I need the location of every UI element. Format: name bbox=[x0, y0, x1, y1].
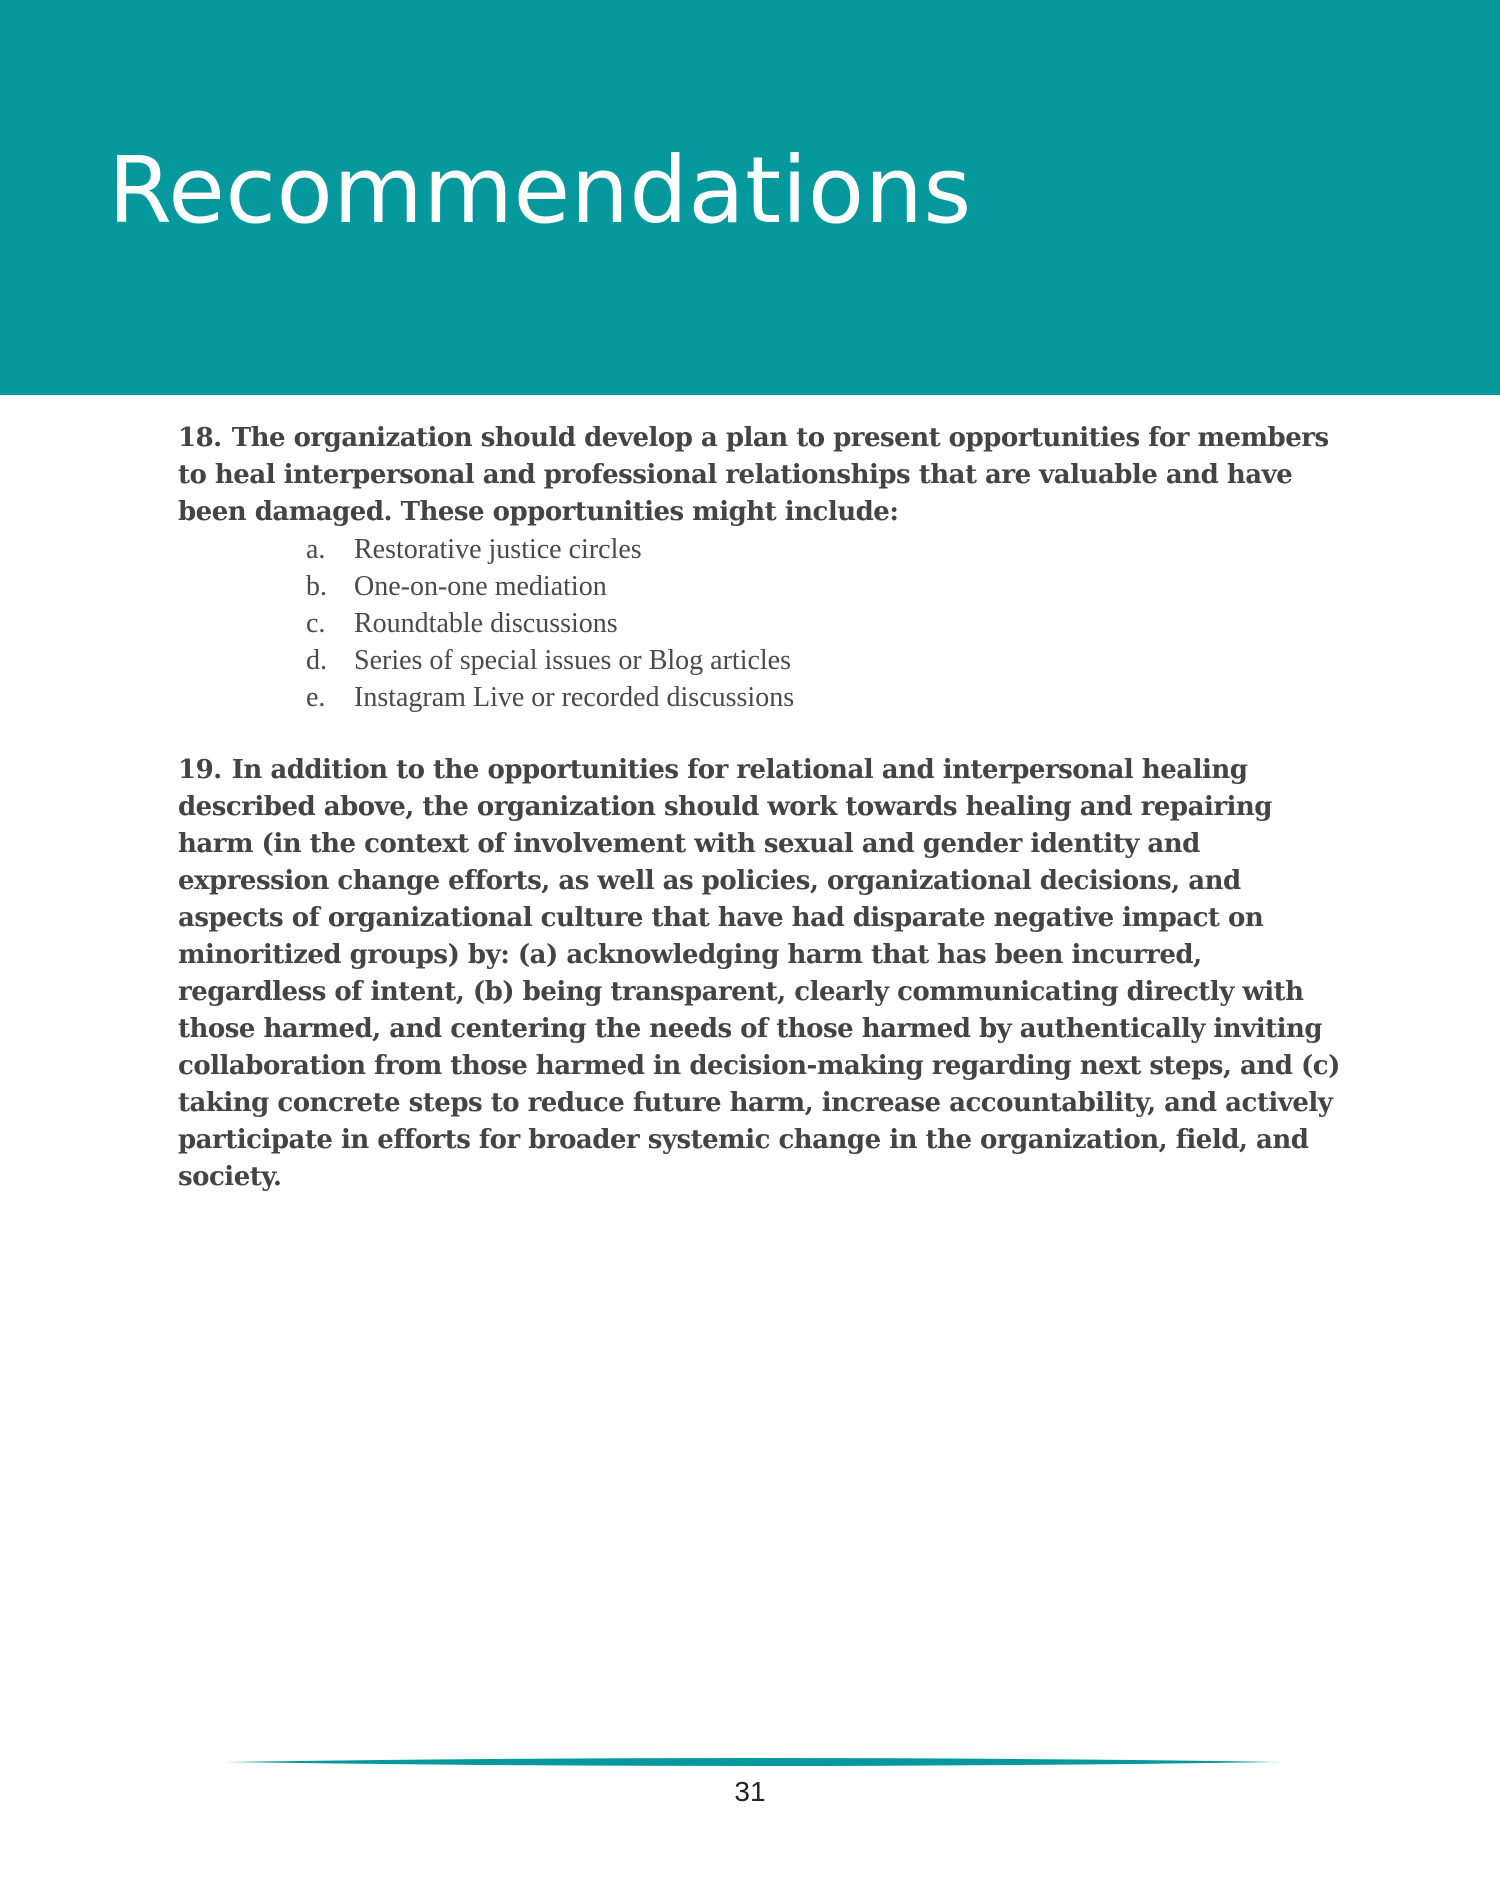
list-item-text: Roundtable discussions bbox=[354, 608, 618, 639]
list-item-text: One-on-one mediation bbox=[354, 571, 607, 602]
recommendation-number: 19. bbox=[178, 755, 222, 785]
list-marker: a. bbox=[306, 534, 326, 565]
list-item-text: Restorative justice circles bbox=[354, 534, 642, 565]
list-item bbox=[306, 568, 1348, 605]
list-item bbox=[306, 531, 1348, 568]
opportunities-list bbox=[178, 531, 1348, 716]
footer-divider bbox=[226, 1755, 1282, 1769]
recommendation-text: In addition to the opportunities for relational and interpersonal healing described above, the organization should work towards healing and repairing harm (in the context of involvement with sexual and gender identity and expression change efforts, as well as policies, organizational decisions, and aspects of organizational culture that have had disparate negative impact on minoritized groups) by: (a) acknowledging harm that has been incurred, regardless of intent, (b) being transparent, clearly communicating directly with those harmed, and centering the needs of those harmed by authentically inviting collaboration from those harmed in decision-making regarding next steps, and (c) taking concrete steps to reduce future harm, increase accountability, and actively participate in efforts for broader systemic change in the organization, field, and society. bbox=[178, 755, 1340, 1192]
list-item-text: Series of special issues or Blog articles bbox=[354, 645, 792, 676]
recommendation-19 bbox=[178, 752, 1348, 1196]
page-title: Recommendations bbox=[108, 137, 972, 244]
recommendation-18 bbox=[178, 420, 1348, 531]
list-item-text: Instagram Live or recorded discussions bbox=[354, 682, 795, 713]
list-marker: c. bbox=[306, 608, 326, 639]
header-banner bbox=[0, 0, 1500, 395]
list-marker: e. bbox=[306, 682, 326, 713]
list-marker: d. bbox=[306, 645, 327, 676]
list-item bbox=[306, 642, 1348, 679]
recommendation-text: The organization should develop a plan to present opportunities for members to heal interpersonal and professional relationships that are valuable and have been damaged. These opportunities might include: bbox=[178, 423, 1329, 527]
page-number: 31 bbox=[734, 1776, 766, 1807]
list-item bbox=[306, 605, 1348, 642]
recommendation-number: 18. bbox=[178, 423, 222, 453]
recommendations-content bbox=[178, 420, 1348, 1196]
list-item bbox=[306, 679, 1348, 716]
list-marker: b. bbox=[306, 571, 327, 602]
